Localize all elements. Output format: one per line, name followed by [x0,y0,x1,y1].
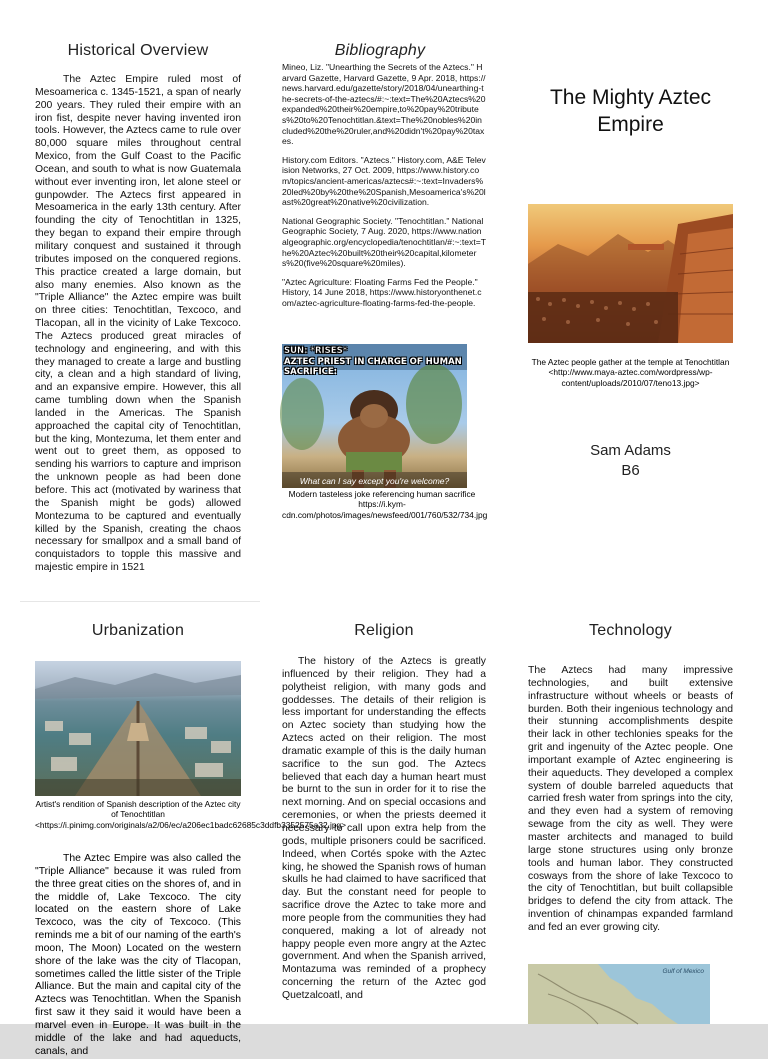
bibliography-entry: National Geographic Society. "Tenochtitlan." National Geographic Society, 7 Aug. 2020, https://www.nationalgeographic.org/encyclopedia/tenochtitlan/#:~:text=The%20Aztec%20built%20their%20capital,kilometers%20(five%20square%20miles). [282,215,486,269]
city-illustration [35,661,241,796]
map-label: Gulf of Mexico [662,968,704,975]
urbanization-text: The Aztec Empire was also called the "Triple Alliance" because it was ruled from the three great cities on the shores of, and in the middle of, Lake Texcoco. The city located on the eastern shore of Lake Texcoco, was the city of Texcoco. (This reminds me a bit of our naming of the earth's moon, The Moon) Located on the western shore of the lake was the city of Tlacopan, sometimes called the little sister of the Triple Alliance. But the main and capital city of the Aztecs was Tenochtitlan. When the Spanish first saw it they said it would have been a marvel even in Europe. It was built in the middle of the lake and had aqueducts, canals, and [35,853,241,1057]
technology-text: The Aztecs had many impressive technologies, and built extensive infrastructure without wheels or beasts of burden. Both their ingenious technology and their stunning accomplishments despite their lack in other techlonies speaks for the grit and ingenuity of the Aztec people. One important example of Aztec engineering is their aqueducts. They developed a complex system of double barreled aqueducts that carried fresh water from springs into the city, and they even had a system of removing sewage from the city as well. They were master architects and managed to build large stone structures using only bronze tools and human labor. They constructed cosways from the shore of lake Texcoco to the city of Tenochtitlan, but built collapsible bridges to defend the city from attack. The invention of chinampas expanded farmland and fed an ever growing city. [528,665,733,933]
map-image [528,964,710,1024]
author-class: B6 [621,462,640,479]
technology-column [528,622,733,935]
bibliography-entry: "Aztec Agriculture: Floating Farms Fed the People." History, 14 June 2018, https://www.historyonthenet.com/aztec-agriculture-floating-farms-fed-the-people. [282,276,482,308]
meme-image [282,344,467,488]
bibliography-column [282,42,486,308]
meme-bottom-text: What can I say except you're welcome? [299,476,450,486]
panel-divider [20,601,260,602]
temple-image-caption: The Aztec people gather at the temple at Tenochtitlan <http://www.maya-aztec.com/wordpress/wp-content/uploads/2010/07/teno13.jpg> [531,357,730,388]
bibliography-entry: History.com Editors. "Aztecs." History.com, A&E Television Networks, 27 Oct. 2009, https://www.history.com/topics/ancient-americas/aztecs#:~:text=Invaders%20led%20by%20the%20Spanish,Mesoamerica's%20last%20great%20native%20civilization. [282,154,486,208]
tenochtitlan-image [35,661,241,796]
religion-heading: Religion [354,622,414,639]
cover-column [528,84,733,138]
meme-mid-text: AZTEC PRIEST IN CHARGE OF HUMAN SACRIFICE: [284,357,462,377]
religion-column [282,622,486,1003]
historical-overview-column [35,42,241,575]
meme-top-text: SUN: *RISES* [284,346,348,356]
tenochtitlan-caption: Artist's rendition of Spanish description of the Aztec city of Tenochtitlan <https://i.pinimg.com/originals/a2/06/ec/a206ec1badc62685c3ddfb3352575a32.jpg> [35,799,347,830]
brochure-title: The Mighty Aztec Empire [549,86,712,136]
technology-heading: Technology [589,622,672,639]
temple-illustration [528,204,733,343]
bibliography-heading: Bibliography [334,42,426,59]
meme-caption: Modern tasteless joke referencing human sacrifice https://i.kym-cdn.com/photos/images/newsfeed/001/760/532/734.jpg [282,489,488,520]
urbanization-heading: Urbanization [91,622,185,639]
historical-overview-heading: Historical Overview [67,42,209,59]
author-name: Sam Adams [590,442,671,459]
bibliography-list [282,62,486,308]
author-block [528,441,733,481]
temple-image [528,204,733,343]
religion-text: The history of the Aztecs is greatly influenced by their religion. They had a polytheist religion, with many gods and goddesses. The details of their religion is less important for understanding the effects on Aztec society than studying how the Aztecs acted on their religion. The most dramatic example of this is the daily human sacrifice to the sun god. The Aztecs believed that each day a human heart must be burnt to the sun in order for it to rise the next morning. And on special occasions and ceremonies, or when the priests deemed it necessary to call upon extra help from the gods, multiple prisoners could be sacrificed. Indeed, when Cortés spoke with the Aztec king, he showed the Spanish rows of human skulls he had claimed to have sacrificed that day. But the constant need for people to sacrifice drove the Aztec to take more and more people from the communities they had conquered, making a lot of already not happy people even more angry at the Aztec government. And when the Spanish arrived, Montazuma was reminded of a prophecy concerning the return of the Aztec god Quetzalcoatl, and [282,656,486,1001]
historical-overview-text: The Aztec Empire ruled most of Mesoamerica c. 1345-1521, a span of nearly 200 years. They ruled their empire with an iron fist, despite never having invented iron tools. However, the Aztecs came to rule over 80,000 square miles throughout central Mexico, from the Gulf Coast to the Pacific Ocean, and south to what is now Guatemala without ever inventing iron, let alone steel or gunpowder. The Aztecs first appeared in Mesoamerica in the early 13th century. After founding the city of Tenochtitlan in 1325, they began to expand their empire through military conquest and sustained it through tributes imposed on the conquered regions. This practice created a large domain, but also many enemies. Also known as the "Triple Alliance" the Aztec empire was built on three cities: Tenochtitlan, Texcoco, and Tlacopan, all in the vicinity of Lake Texcoco. The Aztecs produced great miracles of technology and engineering, and with this they managed to create a large and bustling city, a clean and a high standard of living, and an expansive empire. However, this all came tumbling down when the Spanish landed in the Americas. The Spanish approached the capital city of Tenochtitlan, but the king, Montezuma, let them enter and went out to greet them, as opposed to sending his warriors to capture and imprison the unknown people as had been done before. This act (motivated by wariness that the Spanish might be gods) allowed Montezuma to be captured and eventually killed by the Spanish, creating the chaos necessary for smallpox and a small band of conquistadors to topple this massive and majestic empire in 1521 [35,74,241,574]
bibliography-entry: Mineo, Liz. "Unearthing the Secrets of the Aztecs." Harvard Gazette, Harvard Gazette, 9 Apr. 2018, https://news.harvard.edu/gazette/story/2018/04/unearthing-the-secrets-of-the-aztecs/#:~:text=The%20Aztecs%20expanded%20their%20empire,to%20pay%20tributes%20to%20Tenochtitlan.&text=The%20nobles%20included%20the%20ruler,and%20didn't%20pay%20taxes. [282,62,486,147]
urbanization-column [35,622,241,640]
